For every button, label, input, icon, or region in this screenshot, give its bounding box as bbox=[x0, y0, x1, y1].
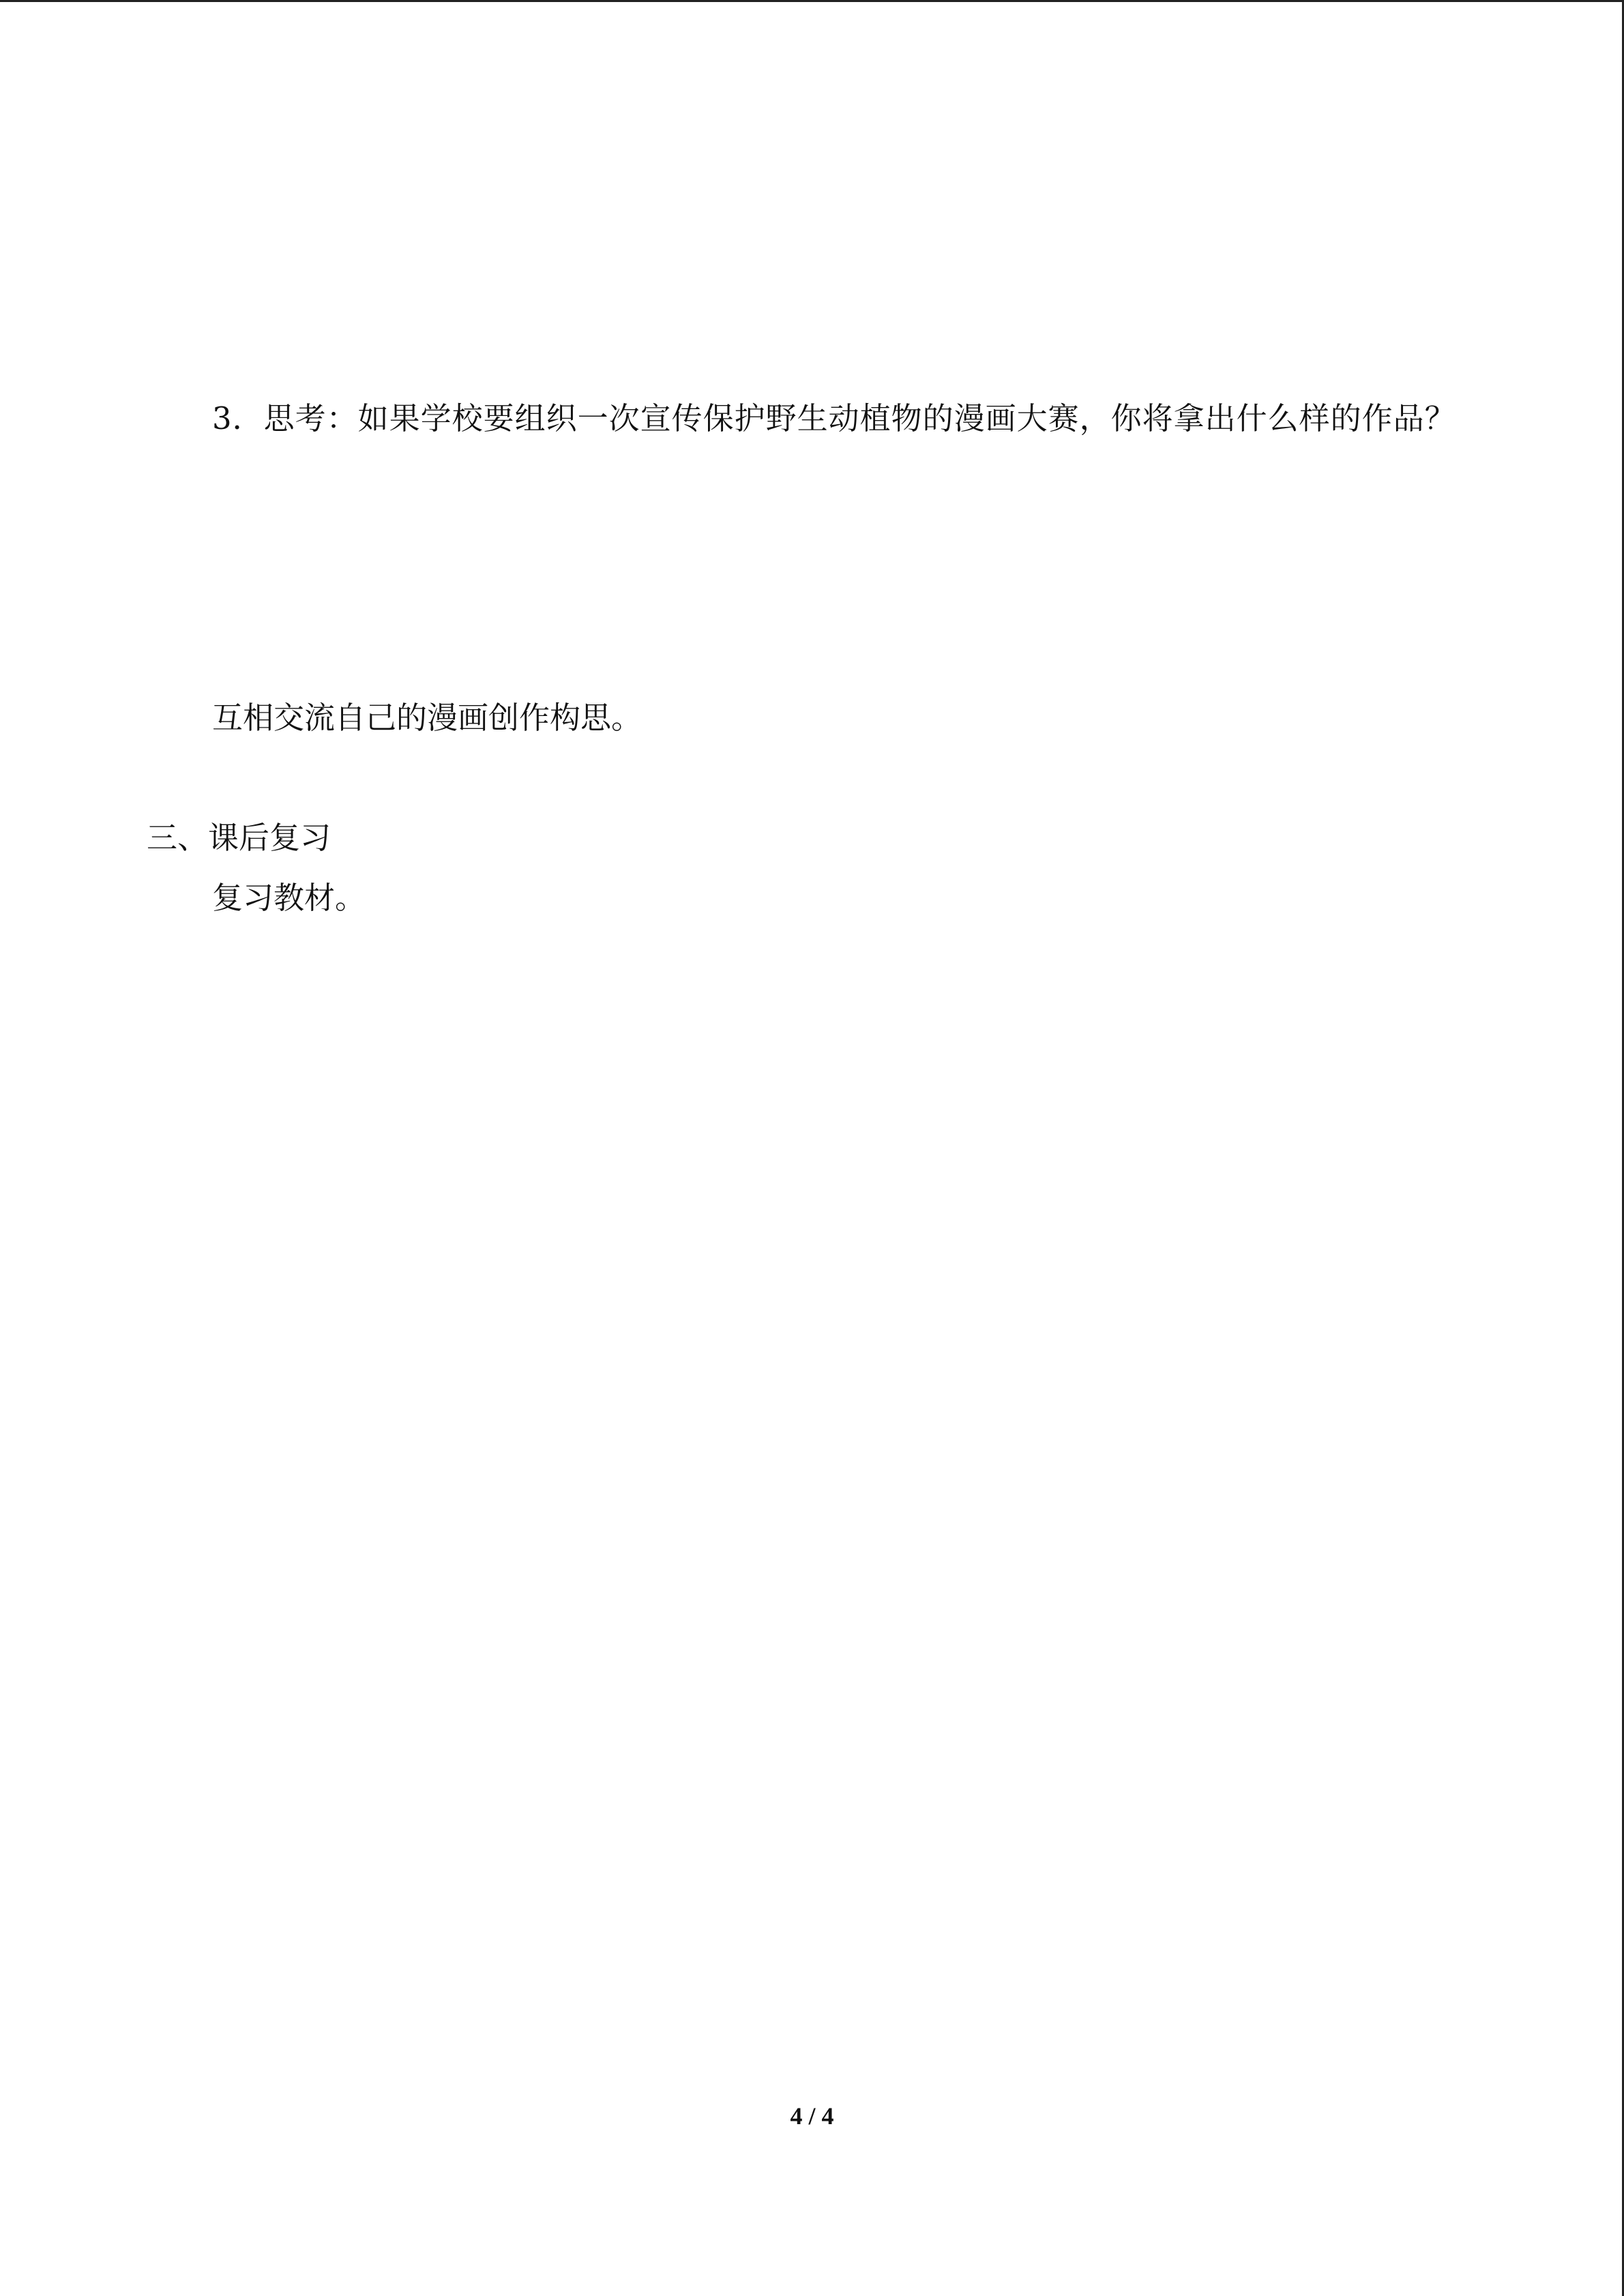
section-3-body-text: 复习教材。 bbox=[212, 880, 366, 916]
section-3-heading: 三、课后复习 bbox=[147, 820, 331, 856]
page-number: 4 / 4 bbox=[790, 2102, 834, 2130]
exchange-note-text: 互相交流自己的漫画创作构思。 bbox=[212, 700, 643, 736]
question-3-text: 3．思考：如果学校要组织一次宣传保护野生动植物的漫画大赛，你将拿出什么样的作品？ bbox=[212, 400, 1456, 436]
